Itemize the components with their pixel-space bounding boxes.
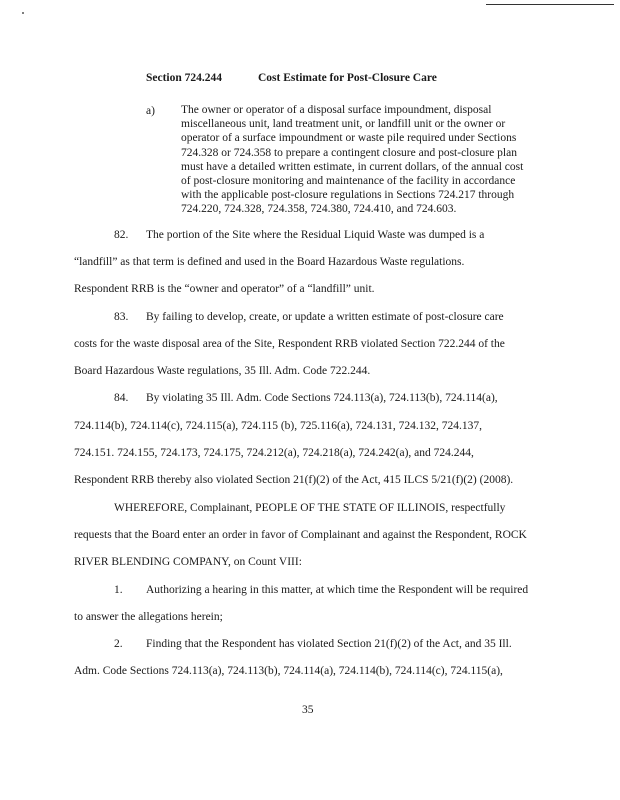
paragraph-84-line: Respondent RRB thereby also violated Section 21(f)(2) of the Act, 415 ILCS 5/21(f)(2) (2008). xyxy=(74,474,514,486)
wherefore-line: requests that the Board enter an order in favor of Complainant and against the Respondent, ROCK xyxy=(74,529,527,541)
block-line: 724.328 or 724.358 to prepare a contingent closure and post-closure plan xyxy=(181,146,517,159)
wherefore-line: RIVER BLENDING COMPANY, on Count VIII: xyxy=(74,556,302,568)
block-line: The owner or operator of a disposal surface impoundment, disposal xyxy=(181,104,492,116)
paragraph-84-first-line xyxy=(114,392,498,404)
scan-speck xyxy=(22,12,24,14)
block-line: must have a detailed written estimate, in current dollars, of the annual cost xyxy=(181,160,524,173)
wherefore-first-line: WHEREFORE, Complainant, PEOPLE OF THE STATE OF ILLINOIS, respectfully xyxy=(114,502,506,514)
item-text: Authorizing a hearing in this matter, at which time the Respondent will be required xyxy=(146,584,529,596)
paragraph-83-line: Board Hazardous Waste regulations, 35 Ill. Adm. Code 722.244. xyxy=(74,365,371,377)
block-line: of post-closure monitoring and maintenance of the facility in accordance xyxy=(181,175,516,188)
item-number: 2. xyxy=(114,638,123,650)
item-number: 1. xyxy=(114,584,123,596)
paragraph-text: By violating 35 Ill. Adm. Code Sections 724.113(a), 724.113(b), 724.114(a), xyxy=(146,392,498,404)
block-line: with the applicable post-closure regulations in Sections 724.217 through xyxy=(181,189,515,202)
paragraph-82-line: Respondent RRB is the “owner and operator” of a “landfill” unit. xyxy=(74,283,375,295)
item-text: Finding that the Respondent has violated Section 21(f)(2) of the Act, and 35 Ill. xyxy=(146,638,512,650)
paragraph-text: The portion of the Site where the Residual Liquid Waste was dumped is a xyxy=(146,229,485,241)
page-number: 35 xyxy=(302,704,314,716)
quoted-regulation-block xyxy=(181,103,524,217)
paragraph-number: 82. xyxy=(114,229,129,241)
subsection-label: a) xyxy=(146,105,155,117)
paragraph-83-line: costs for the waste disposal area of the Site, Respondent RRB violated Section 722.244 of the xyxy=(74,338,505,350)
relief-item-2-line: Adm. Code Sections 724.113(a), 724.113(b), 724.114(a), 724.114(b), 724.114(c), 724.115(a), xyxy=(74,665,503,677)
paragraph-82-line: “landfill” as that term is defined and used in the Board Hazardous Waste regulations. xyxy=(74,256,465,268)
block-line: operator of a surface impoundment or waste pile required under Sections xyxy=(181,132,517,145)
paragraph-number: 83. xyxy=(114,311,129,323)
paragraph-82-first-line xyxy=(114,229,484,241)
block-line: miscellaneous unit, land treatment unit, or landfill unit or the owner or xyxy=(181,118,506,131)
section-title: Cost Estimate for Post-Closure Care xyxy=(258,72,437,84)
paragraph-text: By failing to develop, create, or update a written estimate of post-closure care xyxy=(146,311,504,323)
paragraph-83-first-line xyxy=(114,311,504,323)
relief-item-1-first-line xyxy=(114,584,528,596)
relief-item-2-first-line xyxy=(114,638,512,650)
paragraph-84-line: 724.151. 724.155, 724.173, 724.175, 724.212(a), 724.218(a), 724.242(a), and 724.244, xyxy=(74,447,474,459)
paragraph-84-line: 724.114(b), 724.114(c), 724.115(a), 724.115 (b), 725.116(a), 724.131, 724.132, 724.137, xyxy=(74,420,482,432)
top-rule xyxy=(486,4,614,5)
block-line: 724.220, 724.328, 724.358, 724.380, 724.410, and 724.603. xyxy=(181,203,457,216)
paragraph-number: 84. xyxy=(114,392,129,404)
section-number: Section 724.244 xyxy=(146,72,223,84)
relief-item-1-line: to answer the allegations herein; xyxy=(74,611,223,623)
